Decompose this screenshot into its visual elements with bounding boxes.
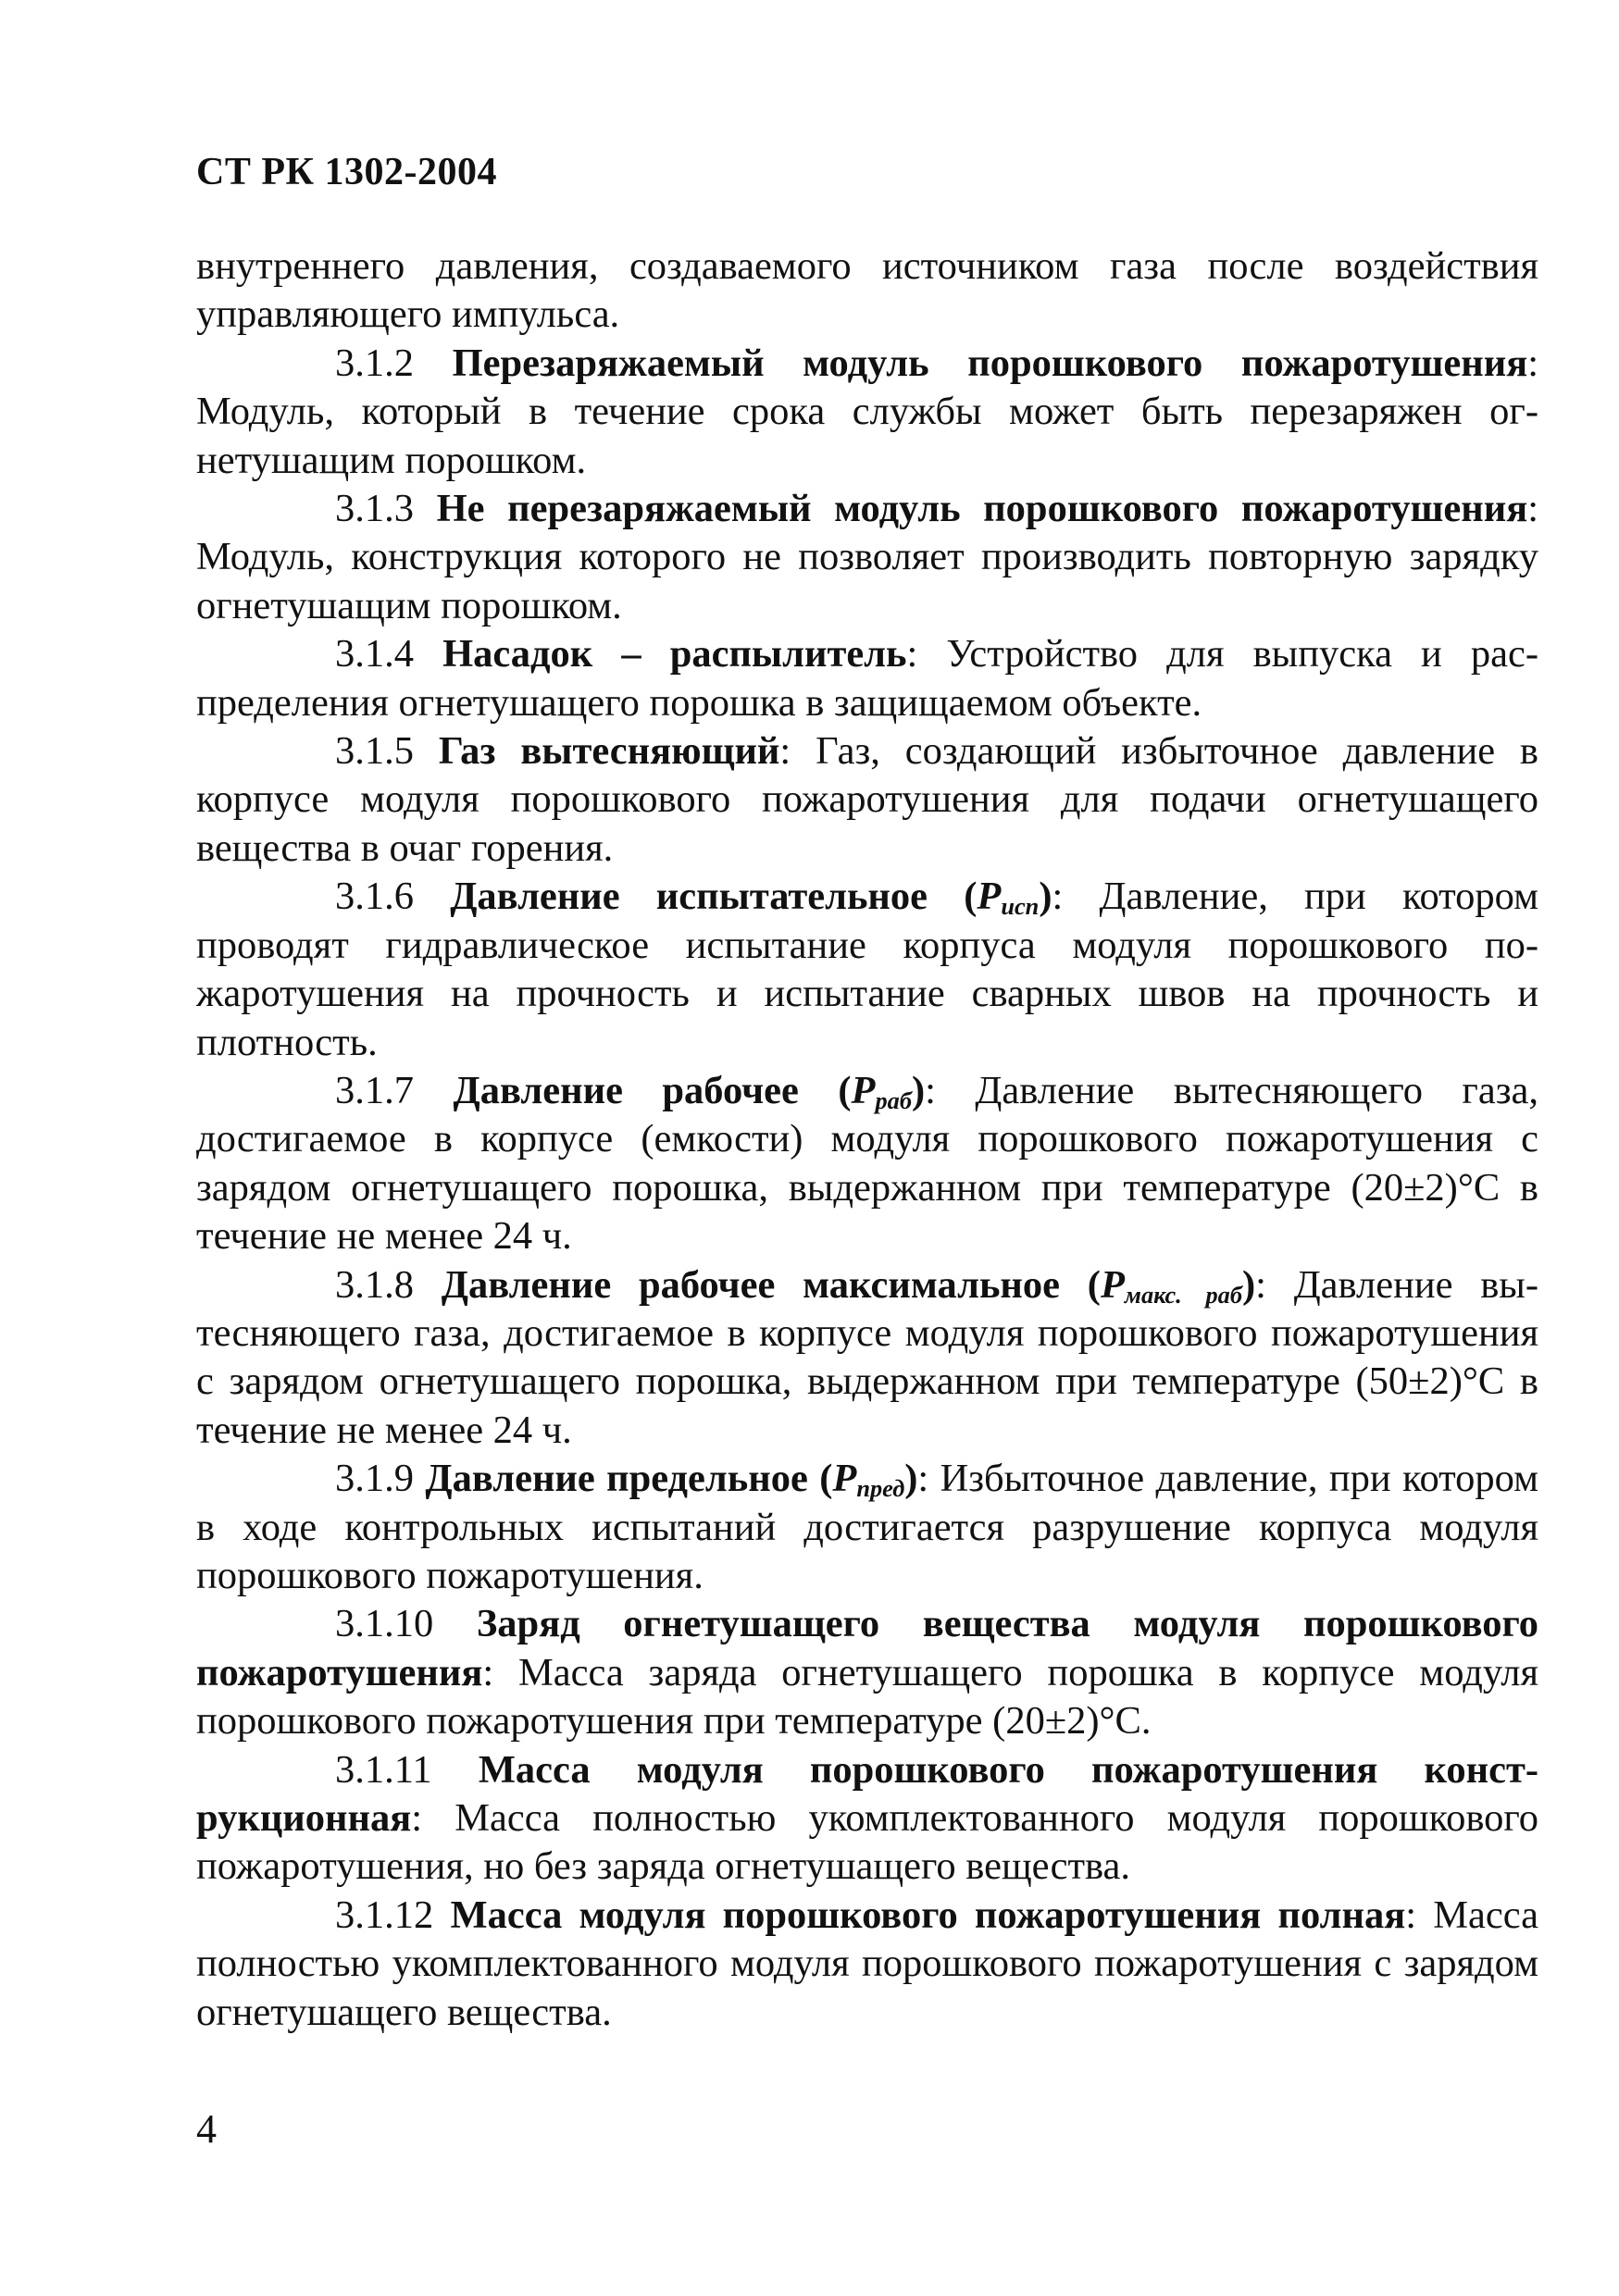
- definition-3-1-8: 3.1.8 Давление рабочее максимальное $(Р_{макс. раб})$: Давление вытесняющего газа, достигаемое в корпусе модуля порошкового пожаротушения с зарядом огнетушащего порошка, выдержанном при температуре (50±2)°С в течение не менее 24 ч.: [196, 1262, 1539, 1452]
- clause-number: 3.1.7: [335, 1068, 414, 1112]
- clause-number: 3.1.10: [335, 1602, 434, 1646]
- definition: : Масса полностью укомплектованного модуля порошкового пожаротушения с зарядом огнетушащего вещества.: [196, 1893, 1538, 2034]
- definition-3-1-6: 3.1.6 Давление испытательное $(Р_{исп})$: Давление, при котором проводят гидравлическое испытание корпуса модуля порошкового пожаротушения на прочность и испытание сварных швов на прочность и плотность.: [196, 875, 1539, 1064]
- term: Не перезаряжаемый модуль порошкового пожаротушения: [436, 487, 1528, 531]
- term: Давление предельное (: [425, 1457, 833, 1501]
- definition: : Избыточное давление, при котором в ходе контрольных испытаний достигается разрушение корпуса модуля порошкового пожаротушения.: [196, 1457, 1539, 1597]
- document-code-header: СТ РК 1302-2004: [196, 151, 497, 193]
- clause-number: 3.1.9: [335, 1457, 414, 1501]
- definition: : Модуль, конструкция которого не позволяет производить повторную зарядку огнетушащим порошком.: [196, 487, 1539, 627]
- definition-3-1-7: 3.1.7 Давление рабочее $(Р_{раб})$: Давление вытесняющего газа, достигаемое в корпусе (емкости) модуля порошкового пожаротушения с зарядом огнетушащего порошка, выдержанном при температуре (20±2)°С в течение не менее 24 ч.: [196, 1068, 1539, 1259]
- definition: : Давление вытесняющего газа, достигаемое в корпусе (емкости) модуля порошкового пожаротушения с зарядом огнетушащего порошка, выдержанном при температуре (20±2)°С в течение не менее 24 ч.: [196, 1068, 1539, 1259]
- definition: : Давление, при котором проводят гидравлическое испытание корпуса модуля порошкового пожаротушения на прочность и испытание сварных швов на прочность и плотность.: [196, 875, 1539, 1064]
- clause-number: 3.1.3: [335, 487, 414, 531]
- term: Газ вытесняющий: [438, 729, 780, 774]
- clause-number: 3.1.6: [335, 875, 414, 919]
- clause-number: 3.1.12: [335, 1893, 434, 1937]
- term: Давление рабочее (: [453, 1068, 852, 1112]
- pressure-symbol: $Р_{пред}$: [832, 1457, 905, 1502]
- term: Масса модуля порошкового пожаротушения конструкционная: [196, 1747, 1538, 1840]
- pressure-symbol: $Р_{раб}$: [851, 1068, 912, 1114]
- term: Насадок – распылитель: [442, 632, 907, 676]
- term: Заряд огнетушащего вещества модуля порошкового пожаротушения: [196, 1602, 1538, 1694]
- clause-number: 3.1.4: [335, 632, 414, 676]
- definition: : Масса заряда огнетушащего порошка в корпусе модуля порошкового пожаротушения при температуре (20±2)°С.: [196, 1650, 1538, 1744]
- term: Перезаряжаемый модуль порошкового пожаротушения: [452, 341, 1528, 385]
- definition-3-1-2: [196, 340, 1538, 485]
- clause-number: 3.1.11: [335, 1747, 432, 1792]
- definition-3-1-3: [196, 485, 1538, 630]
- clause-number: 3.1.2: [335, 341, 414, 385]
- clause-number: 3.1.5: [335, 729, 414, 774]
- definition: : Устройство для выпуска и распределения огнетушащего порошка в защищаемом объекте.: [196, 632, 1539, 725]
- continuation-paragraph: внутреннего давления, создаваемого источником газа после воздействия управляющего импульса.: [196, 244, 1538, 337]
- pressure-symbol: $Р_{макс. раб}$: [1100, 1262, 1242, 1309]
- document-body: [196, 242, 1538, 2037]
- definition: : Газ, создающий избыточное давление в корпусе модуля порошкового пожаротушения для подачи огнетушащего вещества в очаг горения.: [196, 729, 1538, 870]
- term: Давление рабочее максимальное (: [441, 1262, 1101, 1307]
- definition-3-1-10: [196, 1600, 1538, 1745]
- definition-3-1-12: [196, 1892, 1538, 2037]
- term: Давление испытательное (: [450, 875, 978, 919]
- page-number: 4: [196, 2106, 217, 2152]
- definition: : Модуль, который в течение срока службы может быть перезаряжен огнетушащим порошком.: [196, 341, 1539, 482]
- clause-number: 3.1.8: [335, 1262, 414, 1307]
- definition: : Давление вытесняющего газа, достигаемое в корпусе модуля порошкового пожаротушения с зарядом огнетушащего порошка, выдержанном при температуре (50±2)°С в течение не менее 24 ч.: [196, 1262, 1539, 1452]
- definition-3-1-11: [196, 1746, 1538, 1892]
- definition-3-1-4: [196, 630, 1538, 727]
- pressure-symbol: $Р_{исп}$: [977, 875, 1040, 921]
- term: Масса модуля порошкового пожаротушения полная: [450, 1893, 1406, 1937]
- definition-3-1-5: [196, 727, 1538, 873]
- definition-3-1-9: 3.1.9 Давление предельное $(Р_{пред})$: Избыточное давление, при котором в ходе контрольных испытаний достигается разрушение корпуса модуля порошкового пожаротушения.: [196, 1457, 1539, 1597]
- definition: : Масса полностью укомплектованного модуля порошкового пожаротушения, но без заряда огнетушащего вещества.: [196, 1796, 1538, 1889]
